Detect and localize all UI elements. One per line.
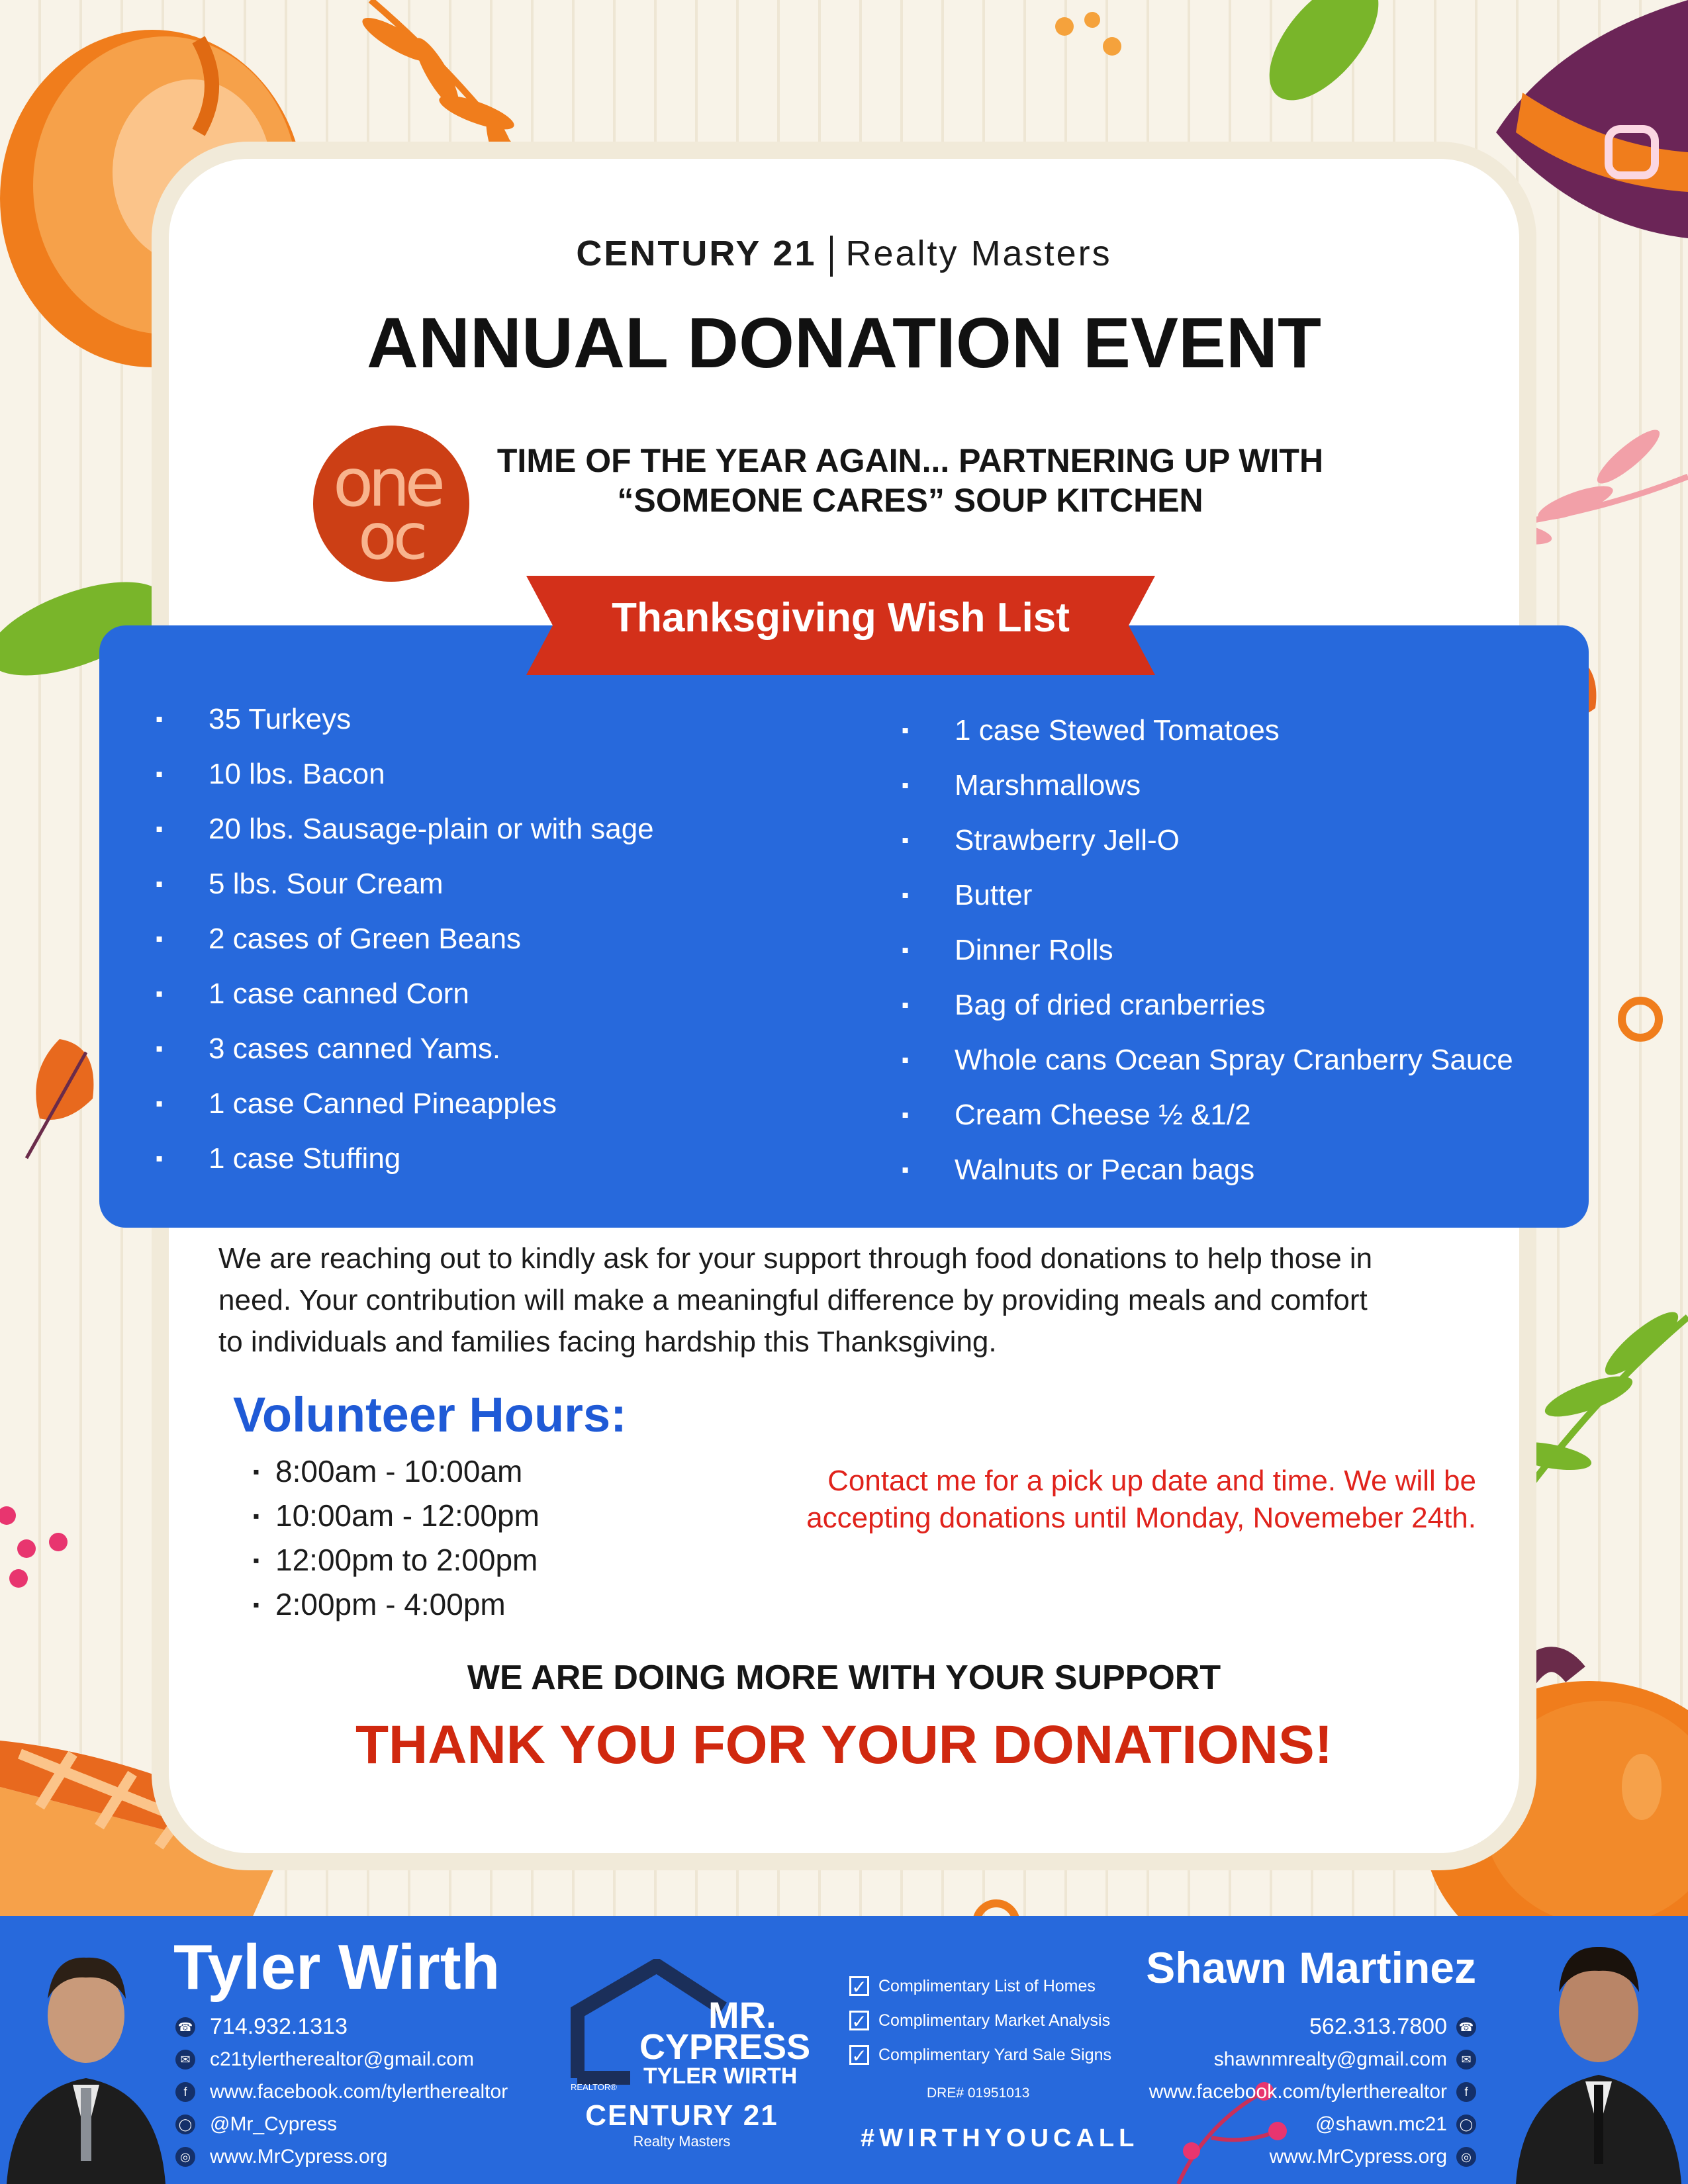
list-item: ▪ Dinner Rolls [902,923,1513,978]
instagram-icon: ◯ [175,2115,195,2134]
service-item: Complimentary Yard Sale Signs [878,2046,1112,2064]
list-item: ▪ 8:00am - 10:00am [253,1449,539,1494]
list-item: ▪ 10:00am - 12:00pm [253,1494,539,1538]
ring-icon [1622,1001,1659,1038]
tyler-email[interactable]: c21tylertherealtor@gmail.com [210,2048,474,2070]
shawn-contact-info [1066,2011,1476,2173]
service-item: Complimentary Market Analysis [878,2011,1111,2030]
brand-sub: Realty Masters [845,234,1112,273]
shawn-instagram[interactable]: @shawn.mc21 [1315,2113,1447,2135]
green-branch-right-icon [1505,1304,1688,1496]
globe-icon: ◎ [1456,2147,1476,2167]
wish-list-right [902,703,1513,1197]
volunteer-hours-list [253,1449,539,1627]
list-item: ▪ 1 case Canned Pineapples [156,1076,654,1131]
one-oc-logo: one oc [313,426,469,582]
page-title: ANNUAL DONATION EVENT [366,302,1322,383]
list-item: ▪ Cream Cheese ½ &1/2 [902,1087,1513,1142]
green-leaf-top-right-icon [1249,0,1399,119]
list-item: ▪ 1 case canned Corn [156,966,654,1021]
logo-realtor: REALTOR® [571,2082,617,2092]
support-tagline: WE ARE DOING MORE WITH YOUR SUPPORT [467,1659,1221,1697]
list-item: ▪ Butter [902,868,1513,923]
shawn-facebook[interactable]: www.facebook.com/tylertherealtor [1149,2081,1447,2103]
partner-heading [463,441,1357,520]
list-item: ▪ Bag of dried cranberries [902,978,1513,1032]
shawn-photo [1509,1906,1688,2184]
list-item: ▪ 2 cases of Green Beans [156,911,654,966]
wish-list-left [156,692,654,1186]
tyler-contact-info [175,2011,508,2173]
checkbox-icon: ✓ [849,2045,869,2065]
checkbox-icon: ✓ [849,2011,869,2030]
list-item: ▪ 1 case Stewed Tomatoes [902,703,1513,758]
dots-top-icon [1055,12,1121,56]
tyler-facebook[interactable]: www.facebook.com/tylertherealtor [210,2081,508,2103]
tyler-name: Tyler Wirth [173,1932,500,2003]
list-item: ▪ 35 Turkeys [156,692,654,747]
tyler-phone[interactable]: 714.932.1313 [210,2014,348,2039]
logo-tyler-wirth: TYLER WIRTH [643,2064,798,2089]
contact-note: Contact me for a pick up date and time. We will be accepting donations until Monday, Novemeber 24th. [806,1465,1476,1534]
phone-icon: ☎ [175,2017,195,2037]
partner-line-1: TIME OF THE YEAR AGAIN... PARTNERING UP WITH [496,442,1324,479]
list-item: ▪ 3 cases canned Yams. [156,1021,654,1076]
pink-dots-icon [0,1506,68,1588]
volunteer-title: Volunteer Hours: [233,1387,627,1442]
shawn-phone[interactable]: 562.313.7800 [1309,2014,1447,2039]
maple-leaf-left-icon [26,1039,93,1158]
partner-line-2: “SOMEONE CARES” SOUP KITCHEN [617,482,1203,519]
facebook-icon: f [175,2082,195,2102]
list-item: ▪ 1 case Stuffing [156,1131,654,1186]
brand-name: CENTURY 21 [576,234,817,273]
shawn-name: Shawn Martinez [1146,1943,1476,1992]
logo-cypress: CYPRESS [639,2027,811,2067]
list-item: ▪ Walnuts or Pecan bags [902,1142,1513,1197]
service-item: Complimentary List of Homes [878,1977,1096,1995]
list-item: ▪ 20 lbs. Sausage-plain or with sage [156,801,654,856]
email-icon: ✉ [1456,2050,1476,2070]
instagram-icon: ◯ [1456,2115,1476,2134]
globe-icon: ◎ [175,2147,195,2167]
list-item: ▪ 2:00pm - 4:00pm [253,1582,539,1627]
list-item: ▪ Whole cans Ocean Spray Cranberry Sauce [902,1032,1513,1087]
brand-header [0,233,1688,277]
thank-you-heading: THANK YOU FOR YOUR DONATIONS! [355,1715,1333,1775]
logo-mr: MR. [708,1994,776,2036]
tyler-website[interactable]: www.MrCypress.org [210,2146,388,2167]
hashtag: #WIRTHYOUCALL [861,2124,1139,2152]
logo-realty-masters: Realty Masters [633,2133,731,2150]
wish-list-title: Thanksgiving Wish List [612,595,1070,641]
support-message: We are reaching out to kindly ask for your support through food donations to help those in need. Your contribution will make a meaningful difference by providing meals and comfort to individuals and families facing hardship this Thanksgiving. [218,1242,1373,1358]
facebook-icon: f [1456,2082,1476,2102]
list-item: ▪ Marshmallows [902,758,1513,813]
email-icon: ✉ [175,2050,195,2070]
list-item: ▪ 5 lbs. Sour Cream [156,856,654,911]
tyler-instagram[interactable]: @Mr_Cypress [210,2113,338,2135]
checkbox-icon: ✓ [849,1976,869,1996]
list-item: ▪ 10 lbs. Bacon [156,747,654,801]
witch-hat-icon [1496,0,1688,238]
tyler-photo [0,1919,172,2184]
shawn-website[interactable]: www.MrCypress.org [1269,2146,1447,2167]
logo-century21: CENTURY 21 [585,2099,778,2132]
shawn-email[interactable]: shawnmrealty@gmail.com [1213,2048,1447,2070]
list-item: ▪ Strawberry Jell-O [902,813,1513,868]
dre-number: DRE# 01951013 [927,2085,1030,2101]
list-item: ▪ 12:00pm to 2:00pm [253,1538,539,1582]
phone-icon: ☎ [1456,2017,1476,2037]
